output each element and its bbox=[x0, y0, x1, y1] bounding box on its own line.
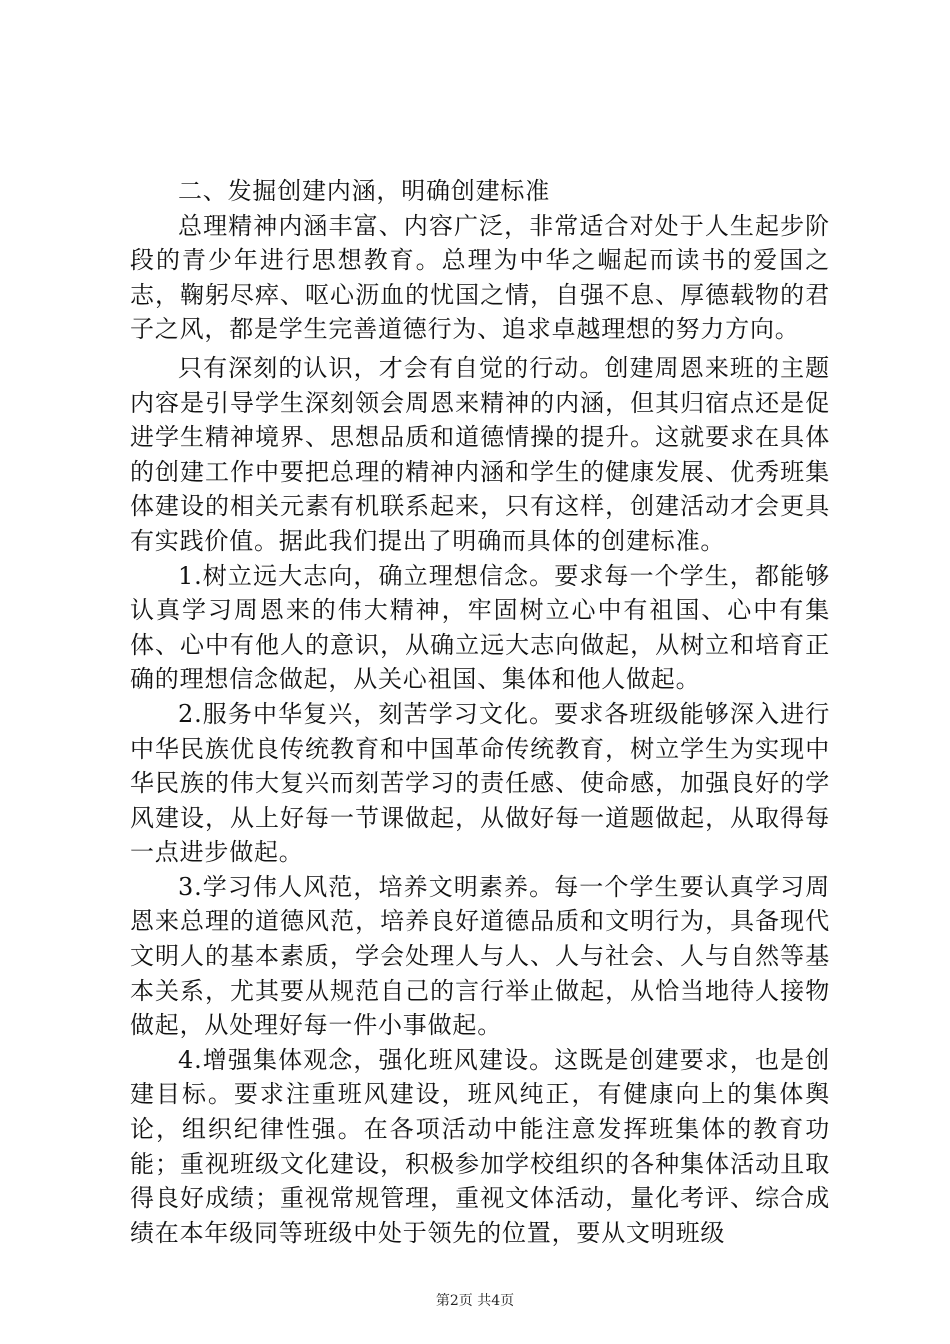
paragraph-item-1: 1.树立远大志向，确立理想信念。要求每一个学生，都能够认真学习周恩来的伟大精神，牢固树立心中有祖国、心中有集体、心中有他人的意识，从确立远大志向做起，从树立和培育正确的理想信念做起，从关心祖国、集体和他人做起。 bbox=[130, 561, 830, 694]
document-body bbox=[130, 174, 830, 1250]
paragraph-item-2: 2.服务中华复兴，刻苦学习文化。要求各班级能够深入进行中华民族优良传统教育和中国革命传统教育，树立学生为实现中华民族的伟大复兴而刻苦学习的责任感、使命感，加强良好的学风建设，从上好每一节课做起，从做好每一道题做起，从取得每一点进步做起。 bbox=[130, 699, 830, 867]
paragraph-item-3: 3.学习伟人风范，培养文明素养。每一个学生要认真学习周恩来总理的道德风范，培养良好道德品质和文明行为，具备现代文明人的基本素质，学会处理人与人、人与社会、人与自然等基本关系，尤其要从规范自己的言行举止做起，从恰当地待人接物做起，从处理好每一件小事做起。 bbox=[130, 872, 830, 1040]
page-number-footer: 第2页 共4页 bbox=[435, 1293, 515, 1309]
paragraph-intro: 总理精神内涵丰富、内容广泛，非常适合对处于人生起步阶段的青少年进行思想教育。总理为中华之崛起而读书的爱国之志，鞠躬尽瘁、呕心沥血的忧国之情，自强不息、厚德载物的君子之风，都是学生完善道德行为、追求卓越理想的努力方向。 bbox=[130, 211, 830, 344]
section-heading: 二、发掘创建内涵，明确创建标准 bbox=[178, 177, 550, 205]
paragraph-item-4: 4.增强集体观念，强化班风建设。这既是创建要求，也是创建目标。要求注重班风建设，班风纯正，有健康向上的集体舆论，组织纪律性强。在各项活动中能注意发挥班集体的教育功能；重视班级文化建设，积极参加学校组织的各种集体活动且取得良好成绩；重视常规管理，重视文体活动，量化考评、综合成绩在本年级同等班级中处于领先的位置，要从文明班级 bbox=[130, 1045, 830, 1247]
paragraph-standards: 只有深刻的认识，才会有自觉的行动。创建周恩来班的主题内容是引导学生深刻领会周恩来精神的内涵，但其归宿点还是促进学生精神境界、思想品质和道德情操的提升。这就要求在具体的创建工作中要把总理的精神内涵和学生的健康发展、优秀班集体建设的相关元素有机联系起来，只有这样，创建活动才会更具有实践价值。据此我们提出了明确而具体的创建标准。 bbox=[130, 353, 830, 555]
